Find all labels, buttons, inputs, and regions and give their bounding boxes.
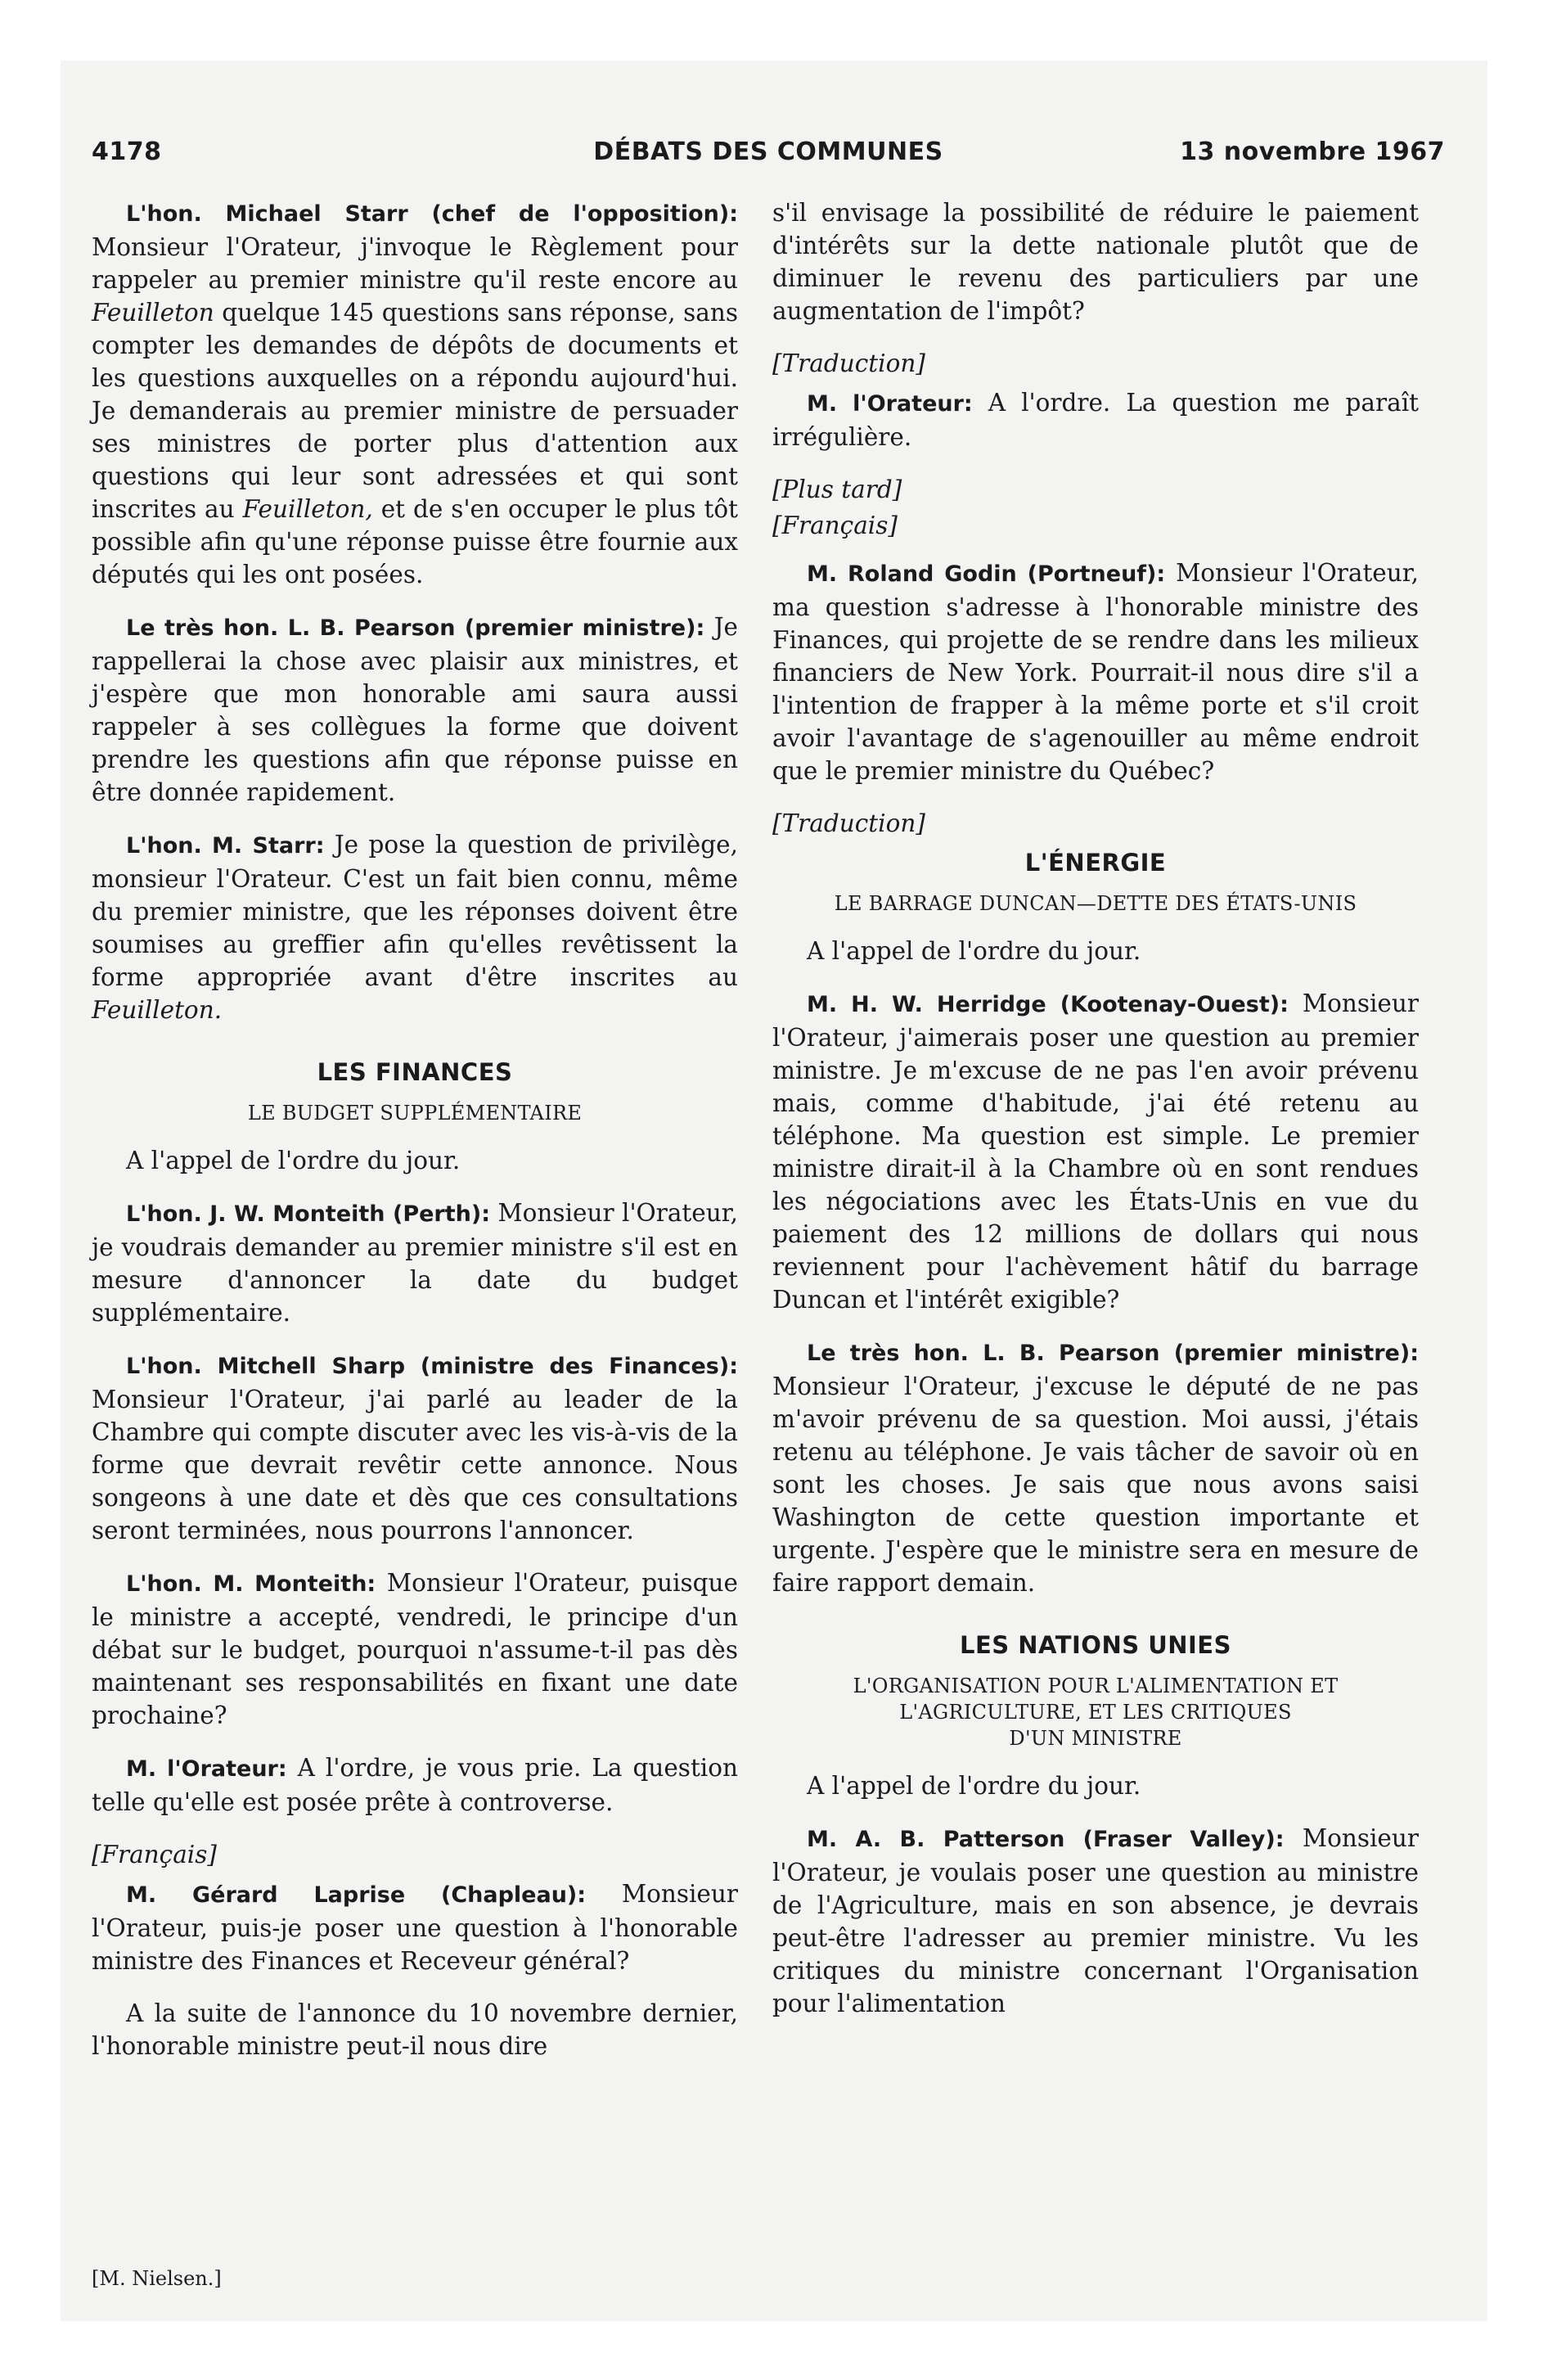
paragraph-text: Monsieur l'Orateur, ma question s'adresse à l'honorable ministre des Finances, qui projette de se rendre dans les milieux financiers de New York. Pourrait-il nous dire s'il a l'intention de frapper à la même porte et s'il croit avoir l'avantage de s'agenouiller au même endroit que le premier ministre du Québec? (772, 559, 1419, 785)
tag-group (772, 473, 1419, 542)
paragraph-text: Je pose la question de privilège, monsieur l'Orateur. C'est un fait bien connu, même du premier ministre, que les réponses doivent être soumises au greffier afin qu'elles revêtissent la forme appropriée avant d'être inscrites au (92, 831, 738, 991)
speaker-name: M. Gérard Laprise (Chapleau): (126, 1882, 587, 1908)
publication-title: DÉBATS DES COMMUNES (593, 137, 943, 166)
page-date: 13 novembre 1967 (1180, 137, 1445, 166)
italic-term: Feuilleton (92, 299, 214, 327)
paragraph-text: Monsieur l'Orateur, j'aimerais poser une question au premier ministre. Je m'excuse de ne pas l'en avoir prévenu mais, comme d'habitude, j'ai été retenu au téléphone. Ma question est simple. Le premier ministre dirait-il à la Chambre où en sont rendues les négociations avec les États-Unis en vue du paiement des 12 millions de dollars qui nous reviennent pour l'achèvement hâtif du barrage Duncan et l'intérêt exigible? (772, 989, 1419, 1314)
speaker-name: L'hon. Mitchell Sharp (ministre des Finances): (126, 1354, 738, 1379)
paragraph-text: A l'ordre, je vous prie. La question telle qu'elle est posée prête à controverse. (92, 1754, 738, 1816)
paragraph-monteith-question (92, 1197, 738, 1329)
paragraph-sharp-reply (92, 1349, 738, 1547)
paragraph-speaker-ruling (772, 386, 1419, 453)
paragraph-pearson-reply (772, 1336, 1419, 1599)
paragraph-text: Monsieur l'Orateur, puisque le ministre a accepté, vendredi, le principe d'un débat sur le budget, pourquoi n'assume-t-il pas dès maintenant ses responsabilités en fixant une date prochaine? (92, 1569, 739, 1729)
paragraph-text: Monsieur l'Orateur, j'invoque le Règlement pour rappeler au premier ministre qu'il reste encore au (92, 233, 738, 294)
speaker-name: M. H. W. Herridge (Kootenay-Ouest): (807, 992, 1289, 1017)
speaker-name: L'hon. Michael Starr (chef de l'opposition): (126, 201, 738, 227)
section-heading: LES FINANCES (317, 1058, 513, 1086)
paragraph-laprise-continuation: s'il envisage la possibilité de réduire le paiement d'intérêts sur la dette nationale plutôt que de diminuer le revenu des particuliers par une augmentation de l'impôt? (772, 199, 1419, 325)
italic-term: Feuilleton, (242, 495, 373, 523)
paragraph-order-of-day: A l'appel de l'ordre du jour. (807, 1772, 1141, 1800)
page-footnote: [M. Nielsen.] (92, 2267, 222, 2290)
paragraph-text: Monsieur l'Orateur, j'excuse le député de ne pas m'avoir prévenu de sa question. Moi aussi, j'étais retenu au téléphone. Je vais tâcher de savoir où en sont les choses. Je sais que nous avons saisi Washington de cette question importante et urgente. J'espère que le ministre sera en mesure de faire rapport demain. (772, 1373, 1419, 1597)
speaker-name: L'hon. J. W. Monteith (Perth): (126, 1201, 491, 1227)
paragraph-starr-point-of-order (92, 196, 738, 591)
speaker-name: L'hon. M. Monteith: (126, 1571, 376, 1597)
section-heading: L'ÉNERGIE (1024, 849, 1167, 877)
time-tag: [Plus tard] (772, 476, 902, 503)
subsection-line: L'AGRICULTURE, ET LES CRITIQUES (899, 1701, 1292, 1724)
speaker-name: Le très hon. L. B. Pearson (premier ministre): (126, 615, 705, 641)
paragraph-starr-privilege (92, 828, 738, 1026)
paragraph-laprise-continued: A la suite de l'annonce du 10 novembre dernier, l'honorable ministre peut-il nous dire (92, 1999, 738, 2060)
paragraph-text: Monsieur l'Orateur, j'ai parlé au leader de la Chambre qui compte discuter avec les vis-à-vis de la forme que devrait revêtir cette annonce. Nous songeons à une date et dès que ces consultations seront terminées, nous pourrons l'annoncer. (92, 1386, 738, 1544)
speaker-name: M. Roland Godin (Portneuf): (807, 561, 1166, 587)
subsection-heading: LE BARRAGE DUNCAN—DETTE DES ÉTATS-UNIS (834, 892, 1357, 915)
speaker-name: M. l'Orateur: (807, 391, 973, 417)
speaker-name: L'hon. M. Starr: (126, 833, 325, 859)
paragraph-text: A l'ordre. La question me paraît irrégulière. (772, 389, 1419, 451)
language-tag: [Français] (772, 512, 898, 539)
italic-term: Feuilleton. (92, 996, 223, 1024)
paragraph-pearson-reply (92, 611, 738, 809)
paragraph-monteith-followup (92, 1566, 738, 1732)
right-column (772, 196, 1419, 2040)
left-column (92, 196, 738, 2082)
paragraph-speaker-ruling (92, 1751, 738, 1819)
paragraph-order-of-day: A l'appel de l'ordre du jour. (126, 1147, 461, 1174)
section-heading: LES NATIONS UNIES (959, 1631, 1232, 1659)
paragraph-text: Monsieur l'Orateur, puis-je poser une question à l'honorable ministre des Finances et Receveur général? (92, 1880, 738, 1975)
paragraph-text: et de s'en occuper le plus tôt possible afin qu'une réponse puisse être fournie aux députés qui les ont posées. (92, 495, 738, 588)
paragraph-text: Monsieur l'Orateur, je voulais poser une question au ministre de l'Agriculture, mais en son absence, je devrais peut-être l'adresser au premier ministre. Vu les critiques du ministre concernant l'Organisation pour l'alimentation (772, 1824, 1419, 2017)
subsection-heading: LE BUDGET SUPPLÉMENTAIRE (247, 1102, 583, 1125)
subsection-line: L'ORGANISATION POUR L'ALIMENTATION ET (853, 1675, 1339, 1697)
paragraph-text: Je rappellerai la chose avec plaisir aux ministres, et j'espère que mon honorable ami saura aussi rappeler à ses collègues la forme que doivent prendre les questions afin que réponse puisse en être donnée rapidement. (92, 613, 738, 806)
speaker-name: M. A. B. Patterson (Fraser Valley): (807, 1827, 1285, 1852)
language-tag: [Traduction] (772, 349, 925, 377)
page-header (92, 137, 1445, 174)
paragraph-text: quelque 145 questions sans réponse, sans compter les demandes de dépôts de documents et les questions auxquelles on a répondu aujourd'hui. Je demanderais au premier ministre de persuader ses ministres de porter plus d'attention aux questions qui leur sont adressées et qui sont inscrites au (92, 299, 738, 523)
paragraph-order-of-day: A l'appel de l'ordre du jour. (807, 937, 1141, 965)
subsection-heading (772, 1673, 1419, 1751)
paragraph-herridge-question (772, 987, 1419, 1316)
speaker-name: M. l'Orateur: (126, 1756, 287, 1782)
speaker-name: Le très hon. L. B. Pearson (premier ministre): (807, 1341, 1419, 1366)
language-tag: [Français] (92, 1841, 217, 1868)
paragraph-laprise-question (92, 1877, 738, 1977)
page-number: 4178 (92, 137, 162, 166)
paragraph-text: Monsieur l'Orateur, je voudrais demander au premier ministre s'il est en mesure d'annoncer la date du budget supplémentaire. (92, 1199, 738, 1327)
paragraph-patterson-question (772, 1822, 1419, 2020)
subsection-line: D'UN MINISTRE (1009, 1727, 1182, 1750)
language-tag: [Traduction] (772, 809, 925, 837)
paragraph-godin-question (772, 557, 1419, 787)
